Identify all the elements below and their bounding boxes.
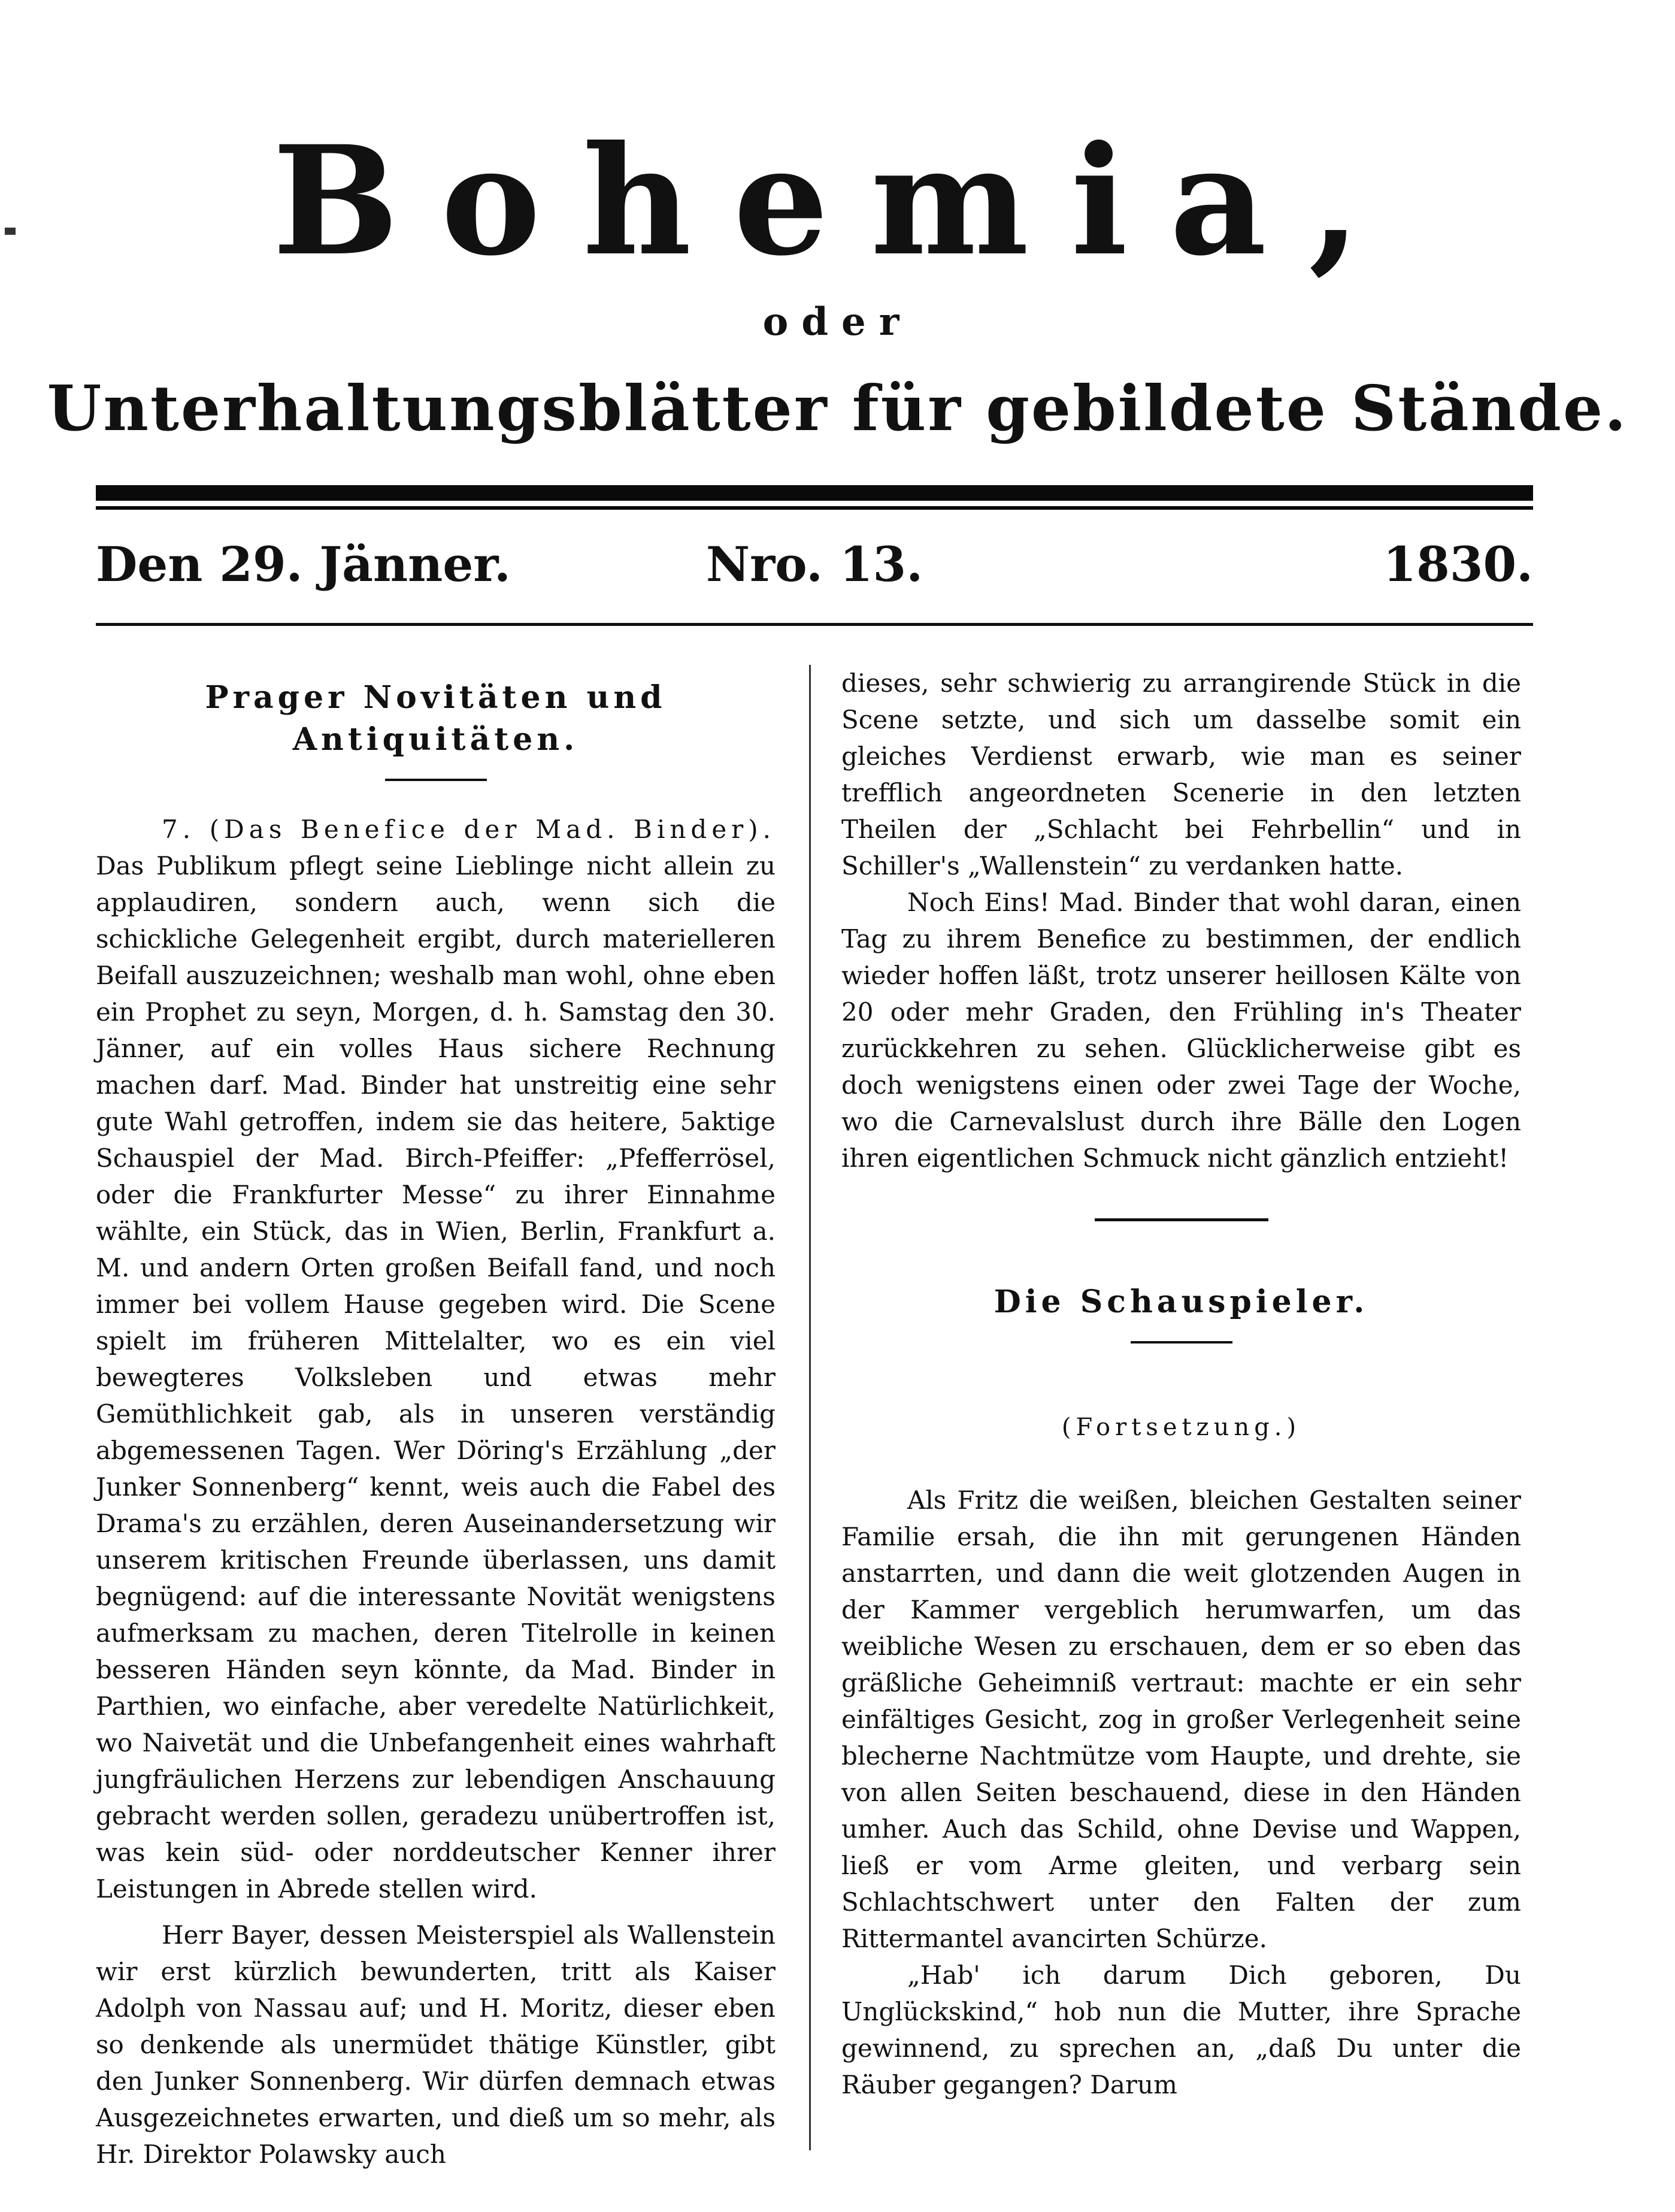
issue-number: Nro. 13. — [705, 536, 923, 592]
issue-line — [96, 536, 1533, 602]
article1-paragraph-3: dieses, sehr schwierig zu arrangirende Stück in die Scene setzte, und sich um dasselbe somit ein gleiches Verdienst erwarb, wie man es seiner trefflich angeordneten Scenerie in den letzten Theilen der „Schlacht bei Fehrbellin“ und in Schiller's „Wallenstein“ zu verdanken hatte. — [841, 668, 1521, 880]
masthead-subtitle: Unterhaltungsblätter für gebildete Stände. — [47, 371, 1628, 445]
article2-heading: Die Schauspieler. — [994, 1284, 1369, 1320]
masthead-heavy-rule — [96, 485, 1533, 501]
article2-paragraph-2: „Hab' ich darum Dich geboren, Du Unglückskind,“ hob nun die Mutter, ihre Sprache gewinnend, zu sprechen an, „daß Du unter die Räuber gegangen? Darum — [841, 1960, 1521, 2099]
article1-heading: Prager Novitäten und Antiquitäten. — [205, 679, 667, 758]
article1-short-rule — [385, 779, 487, 781]
masthead-rule-underline — [96, 506, 1533, 510]
column-divider — [809, 665, 811, 2150]
article2-short-rule — [1131, 1341, 1232, 1343]
article1-paragraph-1-text: Das Publikum pflegt seine Lieblinge nicht allein zu applaudiren, sondern auch, wenn sich die schickliche Gelegenheit ergibt, durch materielleren Beifall auszuzeichnen; weshalb man wohl, ohne eben ein Prophet zu seyn, Morgen, d. h. Samstag den 30. Jänner, auf ein volles Haus sichere Rechnung machen darf. Mad. Binder hat unstreitig eine sehr gute Wahl getroffen, indem sie das heitere, 5aktige Schauspiel der Mad. Birch-Pfeiffer: „Pfefferrösel, oder die Frankfurter Messe“ zu ihrer Einnahme wählte, ein Stück, das in Wien, Berlin, Frankfurt a. M. und andern Orten großen Beifall fand, und noch immer bei vollem Hause gegeben wird. Die Scene spielt im früheren Mittelalter, wo es ein viel bewegteres Volksleben und etwas mehr Gemüthlichkeit gab, als in unseren verständig abgemessenen Tagen. Wer Döring's Erzählung „der Junker Sonnenberg“ kennt, weis auch die Fabel des Drama's zu erzählen, deren Auseinandersetzung wir unserem kritischen Freunde überlassen, uns damit begnügend: auf die interessante Novität wenigstens aufmerksam zu machen, deren Titelrolle in keinen besseren Händen seyn könnte, da Mad. Binder in Parthien, wo einfache, aber veredelte Natürlichkeit, wo Naivetät und die Unbefangenheit eines wahrhaft jungfräulichen Herzens zur lebendigen Anschauung gebracht werden sollen, geradezu unübertroffen ist, was kein süd- oder norddeutscher Kenner ihrer Leistungen in Abrede stellen wird. — [96, 851, 776, 1904]
article1-paragraph-1-label: 7. (Das Benefice der Mad. Binder). — [162, 815, 776, 844]
article2-paragraph-1: Als Fritz die weißen, bleichen Gestalten seiner Familie ersah, die ihn mit gerungenen Händen anstarrten, und dann die weit glotzenden Augen in der Kammer vergeblich herumwarfen, um das weibliche Wesen zu erschauen, dem er so eben das gräßliche Geheimniß vertraut: machte er ein sehr einfältiges Gesicht, zog in großer Verlegenheit seine blecherne Nachtmütze vom Haupte, und drehte, sie von allen Seiten beschauend, diese in den Händen umher. Auch das Schild, ohne Devise und Wappen, ließ er vom Arme gleiten, und verbarg sein Schlachtschwert unter den Falten der zum Rittermantel avancirten Schürze. — [841, 1485, 1521, 1953]
left-column — [96, 665, 776, 2172]
masthead-title: Bohemia, — [272, 113, 1403, 289]
article2-subheading: (Fortsetzung.) — [1061, 1414, 1301, 1441]
issue-year: 1830. — [1383, 536, 1533, 592]
issue-date: Den 29. Jänner. — [96, 536, 511, 592]
article1-paragraph-1 — [96, 811, 776, 1907]
article-separator-rule — [1095, 1218, 1268, 1221]
masthead-oder: oder — [762, 299, 913, 344]
issue-line-rule — [96, 623, 1533, 626]
right-column — [841, 665, 1521, 2103]
paragraph-gap — [96, 1907, 776, 1917]
article1-paragraph-2: Herr Bayer, dessen Meisterspiel als Wallenstein wir erst kürzlich bewunderten, tritt als Kaiser Adolph von Nassau auf; und H. Moritz, dieser eben so denkende als unermüdet thätige Künstler, gibt den Junker Sonnenberg. Wir dürfen demnach etwas Ausgezeichnetes erwarten, und dieß um so mehr, als Hr. Direktor Polawsky auch — [96, 1920, 776, 2169]
article1-paragraph-4: Noch Eins! Mad. Binder that wohl daran, einen Tag zu ihrem Benefice zu bestimmen, der endlich wieder hoffen läßt, trotz unserer heillosen Kälte von 20 oder mehr Graden, den Frühling in's Theater zurückkehren zu sehen. Glücklicherweise gibt es doch wenigstens einen oder zwei Tage der Woche, wo die Carnevalslust durch ihre Bälle den Logen ihren eigentlichen Schmuck nicht gänzlich entzieht! — [841, 888, 1521, 1173]
